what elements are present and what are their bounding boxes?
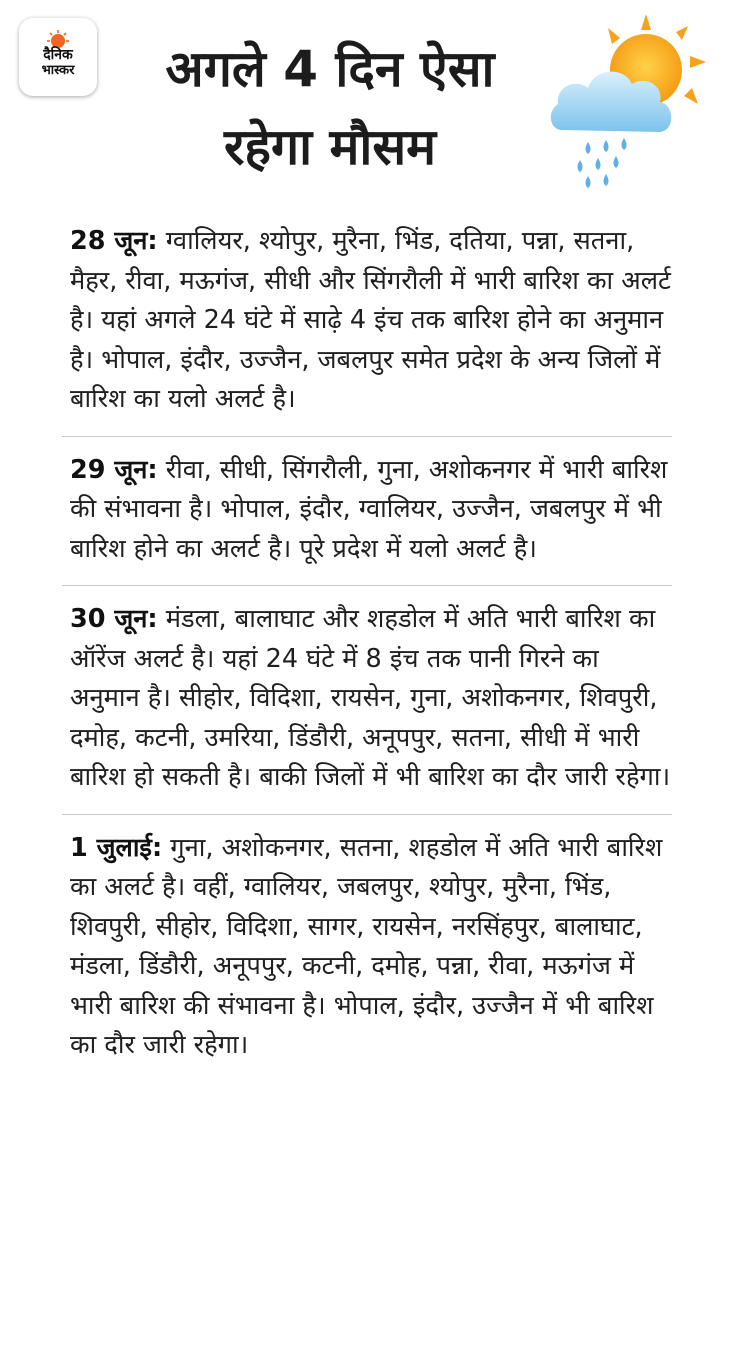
entry-text: रीवा, सीधी, सिंगरौली, गुना, अशोकनगर में भारी बारिश की संभावना है। भोपाल, इंदौर, ग्वालियर, उज्जैन, जबलपुर में भी बारिश होने का अलर्ट है। पूरे प्रदेश में यलो अलर्ट है। <box>70 454 668 564</box>
forecast-entry-1-july <box>62 829 672 1082</box>
forecast-list <box>62 222 672 1096</box>
entry-text: गुना, अशोकनगर, सतना, शहडोल में अति भारी बारिश का अलर्ट है। वहीं, ग्वालियर, जबलपुर, श्योपुर, मुरैना, भिंड, शिवपुरी, सीहोर, विदिशा, सागर, रायसेन, नरसिंहपुर, बालाघाट, मंडला, डिंडौरी, अनूपपुर, कटनी, दमोह, पन्ना, रीवा, मऊगंज में भारी बारिश की संभावना है। भोपाल, इंदौर, उज्जैन में भी बारिश का दौर जारी रहेगा। <box>70 832 663 1060</box>
entry-date: 28 जून: <box>70 226 158 256</box>
forecast-entry-30-june <box>62 600 672 815</box>
title-line-2: रहेगा मौसम <box>223 118 437 176</box>
title-line-1: अगले 4 दिन ऐसा <box>165 40 495 98</box>
entry-date: 1 जुलाई: <box>70 832 163 863</box>
forecast-entry-29-june <box>62 451 672 587</box>
logo-text-line2: भास्कर <box>41 62 75 78</box>
entry-date: 29 जून: <box>70 454 158 485</box>
logo-text-line1: दैनिक <box>43 46 73 63</box>
page-title <box>105 30 555 186</box>
entry-text: मंडला, बालाघाट और शहडोल में अति भारी बारिश का ऑरेंज अलर्ट है। यहां 24 घंटे में 8 इंच तक पानी गिरने का अनुमान है। सीहोर, विदिशा, रायसेन, गुना, अशोकनगर, शिवपुरी, दमोह, कटनी, उमरिया, डिंडौरी, अनूपपुर, सतना, सीधी में भारी बारिश हो सकती है। बाकी जिलों में भी बारिश का दौर जारी रहेगा। <box>70 604 671 792</box>
entry-text: ग्वालियर, श्योपुर, मुरैना, भिंड, दतिया, पन्ना, सतना, मैहर, रीवा, मऊगंज, सीधी और सिंगरौली में भारी बारिश का अलर्ट है। यहां अगले 24 घंटे में साढ़े 4 इंच तक बारिश होने का अनुमान है। भोपाल, इंदौर, उज्जैन, जबलपुर समेत प्रदेश के अन्य जिलों में बारिश का यलो अलर्ट है। <box>70 226 671 414</box>
dainik-bhaskar-logo <box>19 18 97 96</box>
forecast-entry-28-june <box>62 222 672 437</box>
sun-cloud-rain-icon <box>548 12 708 192</box>
entry-date: 30 जून: <box>70 604 158 634</box>
